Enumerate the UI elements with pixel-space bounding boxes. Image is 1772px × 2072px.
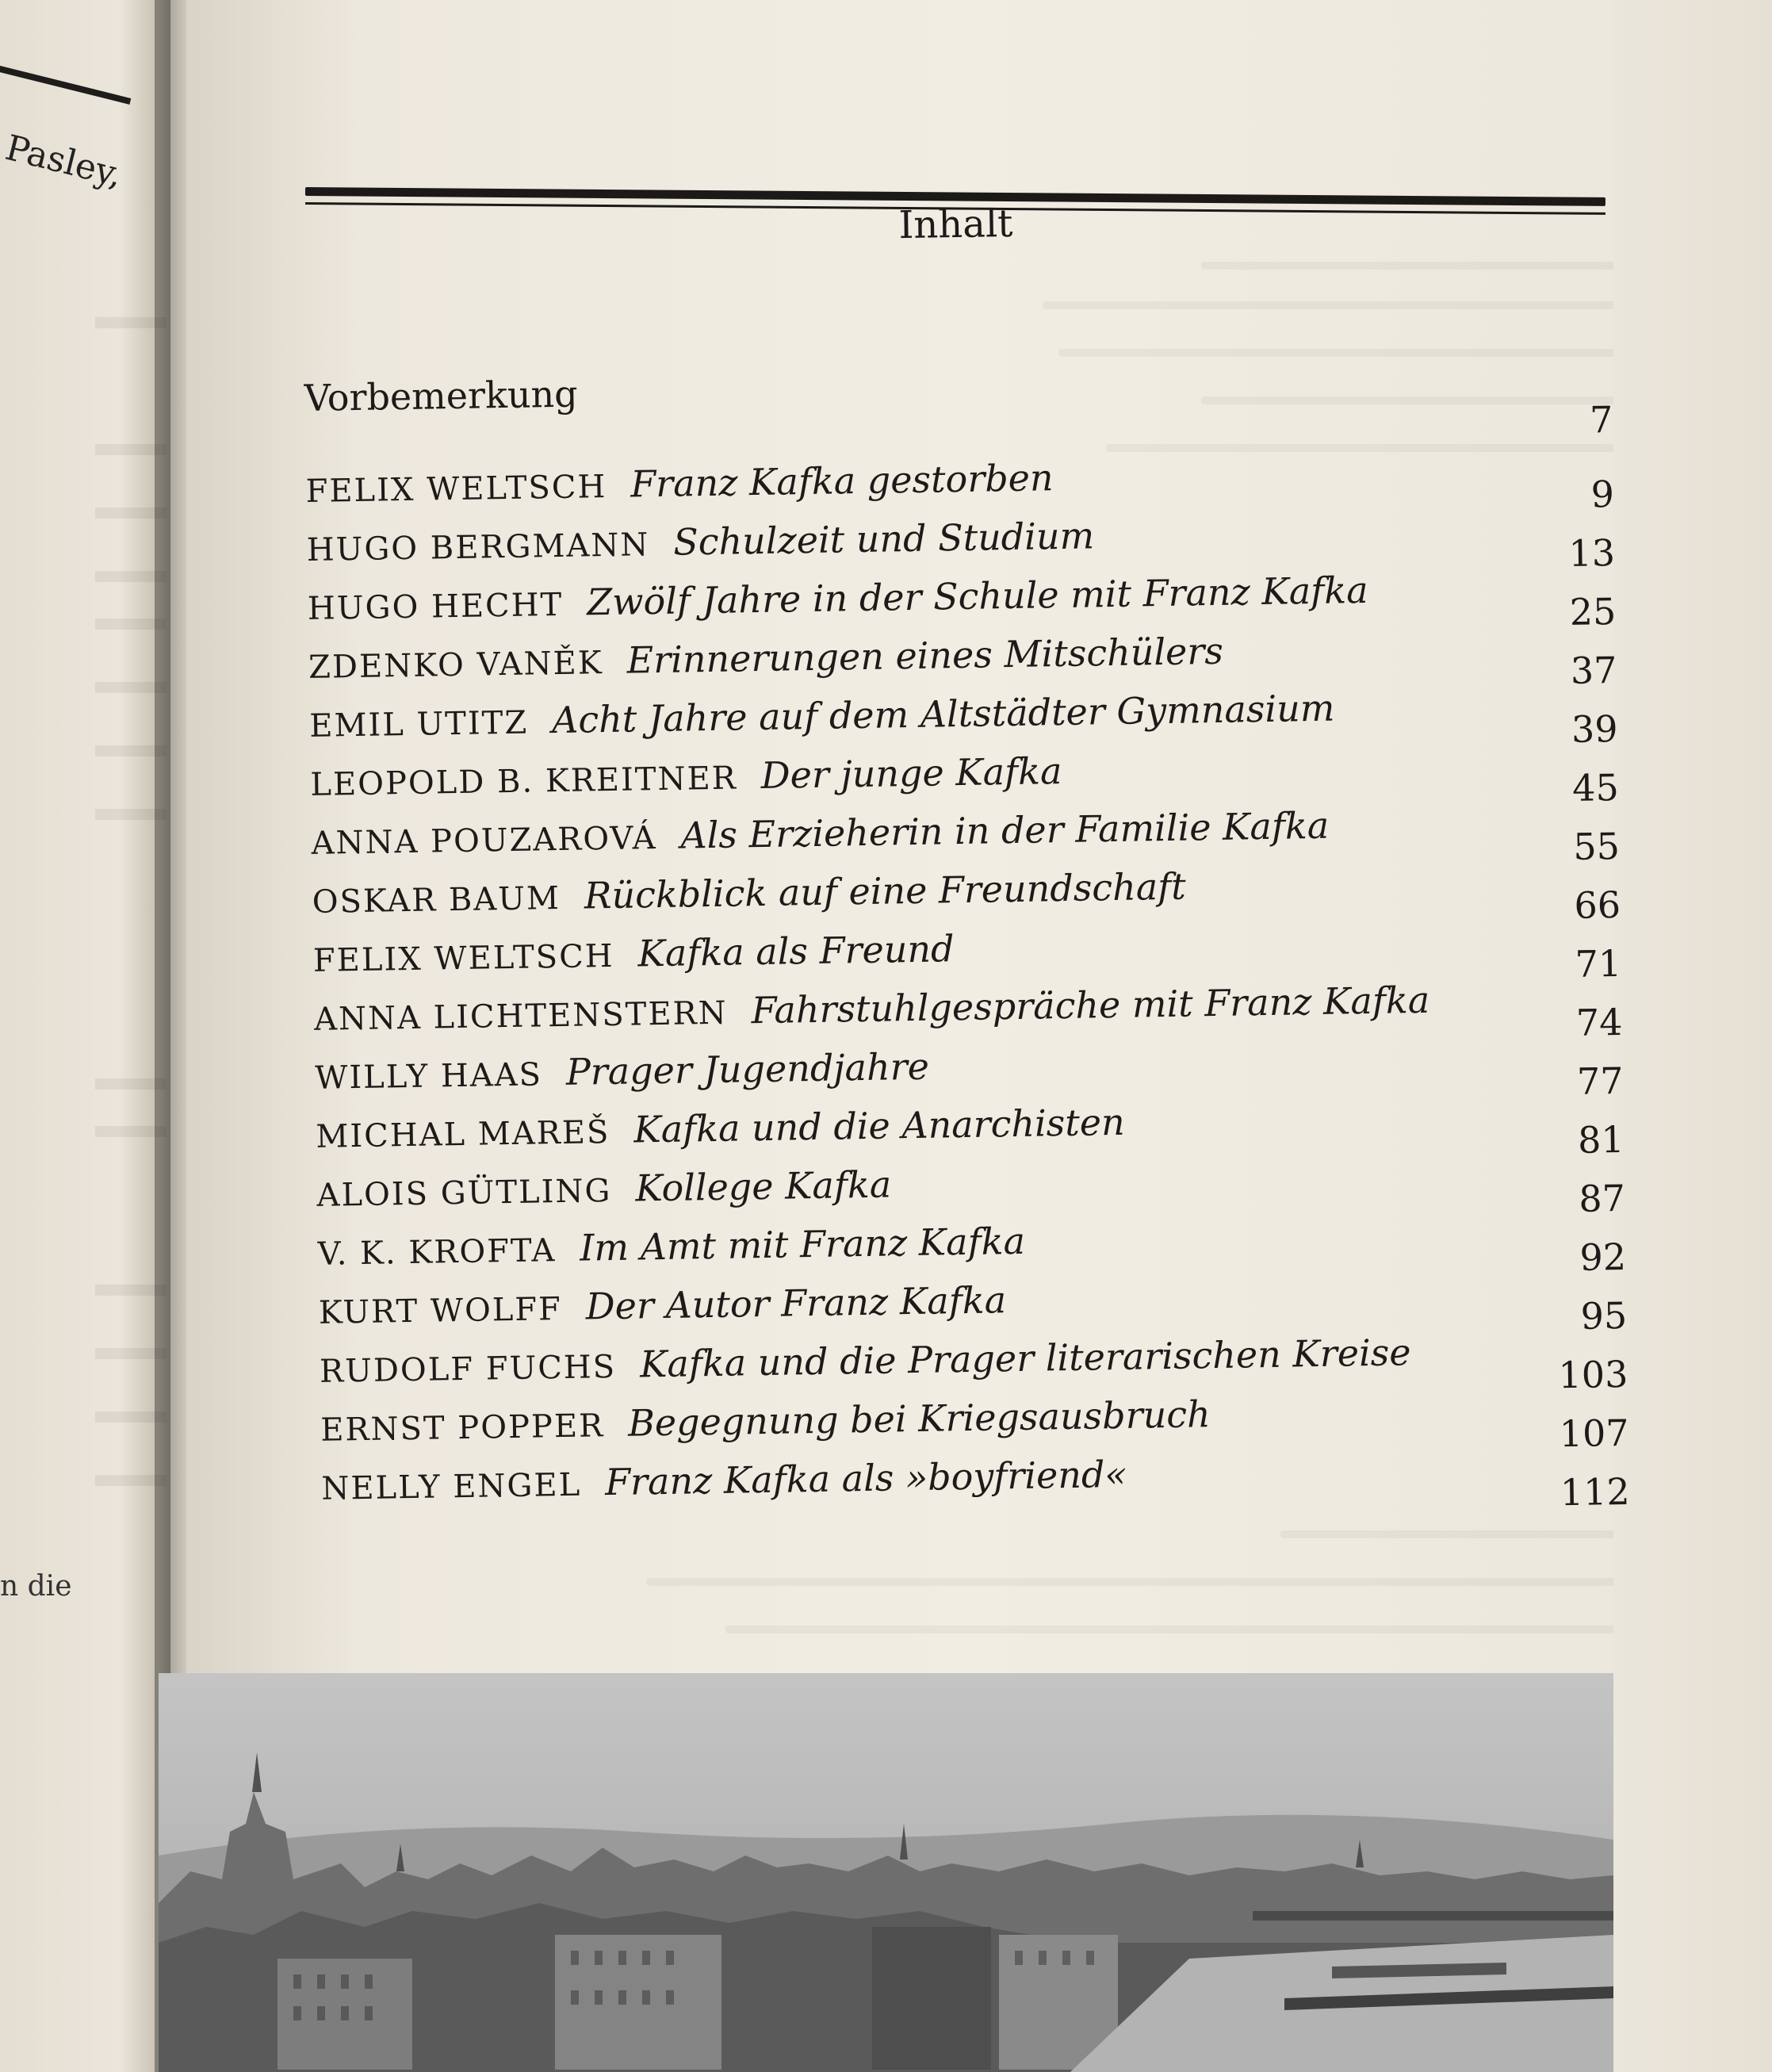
toc-entry-title: Kafka und die Prager literarischen Kreise xyxy=(639,1331,1411,1386)
left-page xyxy=(0,0,170,2072)
toc-entry-title: Als Erzieherin in der Familie Kafka xyxy=(679,803,1330,857)
page-edge xyxy=(1613,0,1772,2072)
toc-entry-page-number: 66 xyxy=(1574,883,1621,927)
toc-entry-author: ANNA LICHTENSTERN xyxy=(313,994,729,1038)
left-page-word: Pasley, xyxy=(1,127,127,196)
toc-entry-page-number: 112 xyxy=(1560,1469,1631,1515)
toc-entry-author: ZDENKO VANĚK xyxy=(308,645,603,686)
toc-entry-author: NELLY ENGEL xyxy=(321,1466,582,1507)
toc-entry-title: Acht Jahre auf dem Altstädter Gymnasium xyxy=(551,686,1335,742)
toc-entry-page-number: 74 xyxy=(1575,1000,1623,1044)
toc-entry-title: Kollege Kafka xyxy=(634,1162,892,1210)
toc-entry-author: HUGO HECHT xyxy=(307,586,564,627)
toc-entry-title: Im Amt mit Franz Kafka xyxy=(579,1219,1026,1270)
city-panorama-photo xyxy=(159,1673,1613,2072)
toc-entry-author: WILLY HAAS xyxy=(314,1056,543,1097)
toc-entry-page-number: 77 xyxy=(1576,1059,1624,1103)
toc-entry-page-number: 45 xyxy=(1571,765,1620,810)
toc-entry-title: Schulzeit und Studium xyxy=(672,514,1095,564)
toc-entry-author: KURT WOLFF xyxy=(318,1291,563,1331)
toc-entry-page-number: 107 xyxy=(1559,1411,1629,1456)
toc-entry-author: FELIX WELTSCH xyxy=(312,937,614,979)
toc-entry-author: ERNST POPPER xyxy=(320,1408,605,1449)
toc-entry-author: HUGO BERGMANN xyxy=(306,527,650,569)
toc-entry-title: Zwölf Jahre in der Schule mit Franz Kafka xyxy=(586,568,1368,624)
toc-entry-title: Franz Kafka gestorben xyxy=(630,456,1054,506)
toc-entry-author: ANNA POUZAROVÁ xyxy=(311,820,657,862)
toc-entry-title: Der Autor Franz Kafka xyxy=(585,1278,1007,1328)
toc-entry-title: Erinnerungen eines Mitschülers xyxy=(626,629,1224,682)
toc-entry-author: OSKAR BAUM xyxy=(312,879,561,921)
toc-entry-title: Franz Kafka als »boyfriend« xyxy=(604,1452,1127,1504)
toc-entry-page-number: 25 xyxy=(1569,590,1617,634)
toc-entry-author: FELIX WELTSCH xyxy=(305,468,607,510)
toc-entry-author: RUDOLF FUCHS xyxy=(319,1348,617,1390)
toc-entry-page-number: 55 xyxy=(1572,824,1621,868)
toc-entry-title: Der junge Kafka xyxy=(760,749,1062,797)
toc-entry-author: V. K. KROFTA xyxy=(317,1232,557,1273)
toc-entry-title: Begegnung bei Kriegsausbruch xyxy=(627,1392,1211,1445)
toc-entry-page-number: 9 xyxy=(1590,473,1615,516)
toc-entry-page-number: 37 xyxy=(1570,649,1617,692)
toc-entry-author: EMIL UTITZ xyxy=(308,704,529,745)
toc-entry-title: Kafka als Freund xyxy=(637,927,955,975)
toc-title: Inhalt xyxy=(898,201,1013,248)
foreword-label: Vorbemerkung xyxy=(304,372,578,419)
toc-entry-author: MICHAL MAREŠ xyxy=(316,1114,610,1155)
toc-entry-author: ALOIS GÜTLING xyxy=(316,1173,612,1214)
left-page-rule xyxy=(0,62,131,105)
city-panorama-illustration xyxy=(159,1673,1613,2072)
toc-entry-page-number: 92 xyxy=(1579,1235,1627,1279)
toc-entry-page-number: 95 xyxy=(1580,1293,1628,1338)
toc-entry-page-number: 87 xyxy=(1578,1176,1626,1220)
left-page-fragment: n die xyxy=(0,1570,72,1603)
toc-entry-title: Rückblick auf eine Freundschaft xyxy=(584,864,1187,917)
toc-entry-title: Prager Jugendjahre xyxy=(565,1044,930,1093)
toc-entry-page-number: 71 xyxy=(1575,941,1622,986)
toc-entry-page-number: 39 xyxy=(1571,707,1618,751)
toc-entry-title: Kafka und die Anarchisten xyxy=(633,1100,1126,1151)
toc-entry-page-number: 103 xyxy=(1558,1352,1628,1397)
toc-entry-page-number: 13 xyxy=(1568,531,1616,575)
toc-entry-page-number: 81 xyxy=(1577,1117,1625,1162)
foreword-page-number: 7 xyxy=(1589,398,1613,442)
toc-entry-title: Fahrstuhlgespräche mit Franz Kafka xyxy=(751,978,1430,1032)
toc-entry-author: LEOPOLD B. KREITNER xyxy=(310,760,738,803)
